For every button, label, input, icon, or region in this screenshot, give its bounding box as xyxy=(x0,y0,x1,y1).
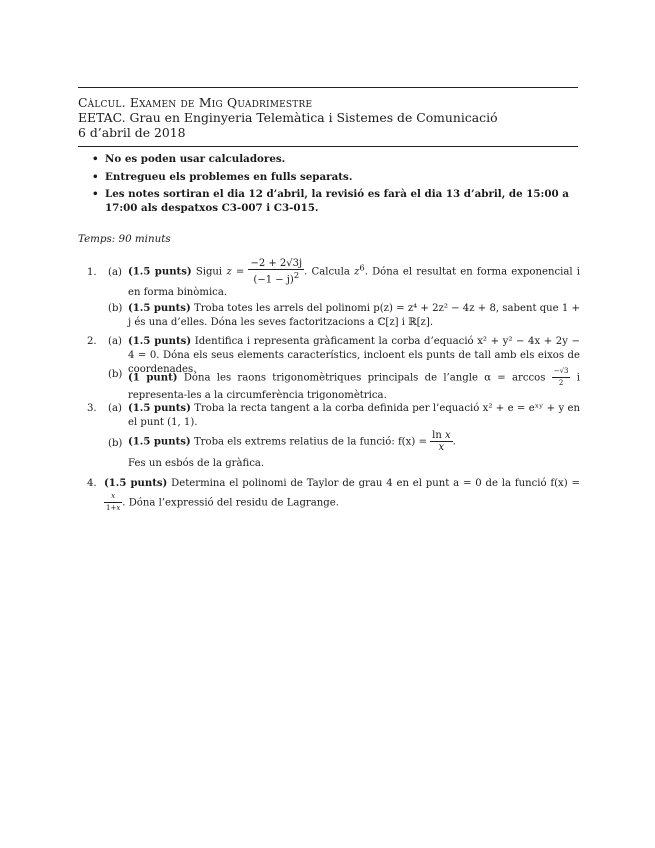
top-rule xyxy=(78,87,578,88)
time-limit: Temps: 90 minuts xyxy=(78,233,171,245)
bottom-rule xyxy=(78,146,578,147)
lnx-fraction: $\frac{\text{ln x}}{x}$ xyxy=(432,430,451,453)
problem-4-text: (1.5 punts) Determina el polinomi de Taylor de grau 4 en el punt a = 0 de la funció f(x) = $\frac{x}{1+x}$ . Dóna l’expressió del residu de Lagrange. xyxy=(104,478,580,512)
bullet-icon: • xyxy=(92,171,99,183)
exam-date: 6 d’abril de 2018 xyxy=(78,125,186,140)
problem-1b: (1.5 punts) Troba totes les arrels del polinomi p(z) = z⁴ + 2z² − 4z + 8, sabent que 1 + j és una d’elles. Dóna les seves factoritzacions a ℂ[z] i ℝ[z]. xyxy=(128,303,580,328)
alpha-fraction: $\frac{-√3}{2}$ xyxy=(553,367,569,387)
problem-1a: (1.5 punts) Sigui z = $\frac{-2 + 2√3j}{(-1 - j)^2}$ . Calcula $z^6$. Dóna el resultat en forma exponencial i en forma binòmica. xyxy=(128,258,580,299)
rule-item: • No es poden usar calculadores. xyxy=(92,153,286,165)
bullet-icon: • xyxy=(92,153,99,165)
rule-item: • Entregueu els problemes en fulls separats. xyxy=(92,171,353,183)
rule-item: • Les notes sortiran el dia 12 d’abril, la revisió es farà el dia 13 d’abril, de 15:00 a 17:00 als despatxos C3-007 i C3-015. xyxy=(92,188,569,214)
exam-subtitle: EETAC. Grau en Enginyeria Telemàtica i Sistemes de Comunicació xyxy=(78,110,498,125)
z-fraction: $\frac{-2 + 2√3j}{(-1 - j)^2}$ xyxy=(250,258,303,286)
taylor-fraction: $\frac{x}{1+x}$ xyxy=(106,492,121,512)
problem-3a: (1.5 punts) Troba la recta tangent a la corba definida per l’equació x² + e = eˣʸ + y en el punt (1, 1). xyxy=(128,403,580,428)
problem-3b: (1.5 punts) Troba els extrems relatius de la funció: f(x) = $\frac{\text{ln x}}{x}$ . Fes un esbós de la gràfica. xyxy=(128,430,456,469)
problem-2a: (1.5 punts) Identifica i representa gràficament la corba d’equació x² + y² − 4x + 2y − 4 = 0. Dóna els seus elements característics, incloent els punts de tall amb els eixos de coordenades. xyxy=(128,336,580,375)
problem-2b: (1 punt) Dóna les raons trigonomètriques principals de l’angle α = arccos $\frac{-√3}{2}$ i representa-les a la circumferència trigonomètrica. xyxy=(128,367,580,401)
exam-title: Càlcul. Examen de Mig Quadrimestre xyxy=(78,95,313,110)
bullet-icon: • xyxy=(92,188,99,200)
